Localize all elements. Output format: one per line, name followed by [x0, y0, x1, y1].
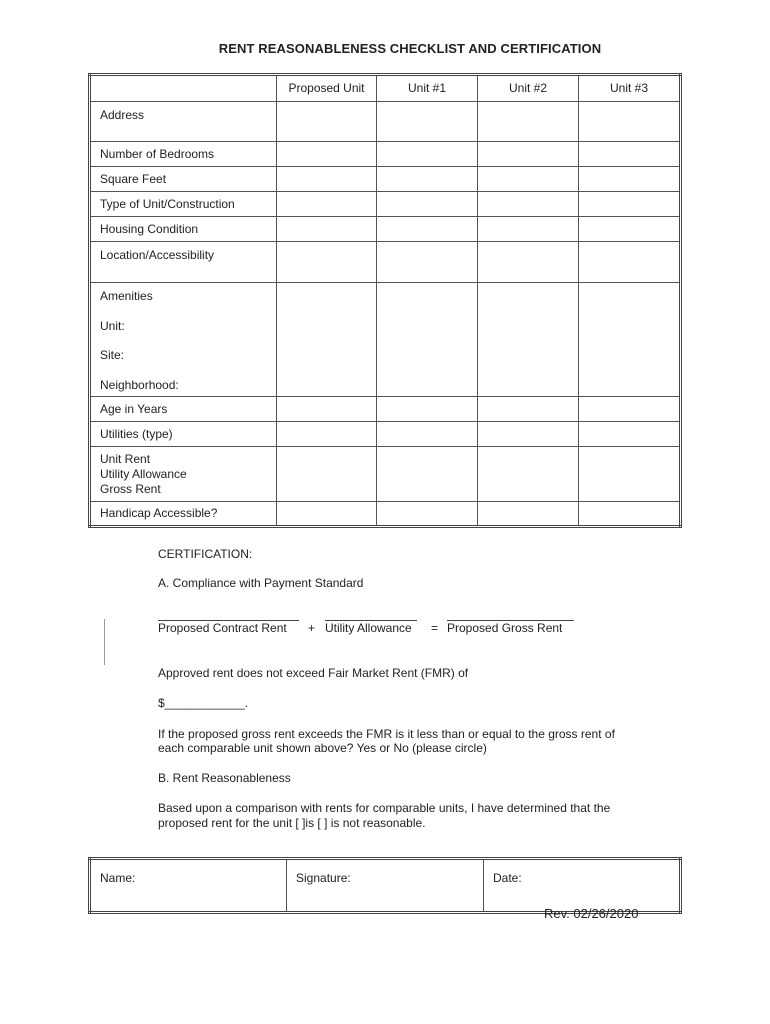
row-label-bedrooms: Number of Bedrooms: [90, 142, 277, 167]
header-unit-1: Unit #1: [377, 75, 478, 102]
row-label-unit-type: Type of Unit/Construction: [90, 192, 277, 217]
header-unit-3: Unit #3: [579, 75, 681, 102]
table-cell[interactable]: [277, 502, 377, 527]
name-field[interactable]: Name:: [90, 859, 287, 913]
row-label-location: Location/Accessibility: [90, 242, 277, 283]
header-unit-2: Unit #2: [478, 75, 579, 102]
row-label-rent-group: [90, 447, 277, 502]
section-a-heading: A. Compliance with Payment Standard: [158, 576, 364, 590]
table-cell[interactable]: [579, 502, 681, 527]
reasonableness-line2: proposed rent for the unit [ ]is [ ] is not reasonable.: [158, 816, 426, 830]
row-label-amenities-unit: Unit:: [100, 319, 125, 333]
table-cell[interactable]: [277, 102, 377, 142]
exceeds-question-line1: If the proposed gross rent exceeds the FMR is it less than or equal to the gross rent of: [158, 727, 615, 741]
table-row: [90, 167, 681, 192]
table-cell[interactable]: [277, 397, 377, 422]
header-blank-cell: [90, 75, 277, 102]
table-row: [90, 192, 681, 217]
formula-equals: =: [431, 621, 439, 635]
row-label-amenities-site: Site:: [100, 348, 125, 362]
table-cell[interactable]: [277, 422, 377, 447]
table-cell[interactable]: [377, 217, 478, 242]
table-row: [90, 502, 681, 527]
table-cell[interactable]: [579, 447, 681, 502]
row-label-amenities-group: [90, 283, 277, 397]
reasonableness-line1: Based upon a comparison with rents for comparable units, I have determined that the: [158, 801, 611, 815]
table-row: [90, 242, 681, 283]
table-row: [90, 447, 681, 502]
table-cell[interactable]: [277, 283, 377, 397]
formula-allowance-label: Utility Allowance: [325, 621, 412, 635]
row-label-age: Age in Years: [90, 397, 277, 422]
table-cell[interactable]: [377, 502, 478, 527]
fmr-statement: Approved rent does not exceed Fair Market Rent (FMR) of: [158, 666, 469, 680]
comparison-table: [88, 73, 682, 528]
margin-bar: [104, 619, 105, 665]
row-label-gross-rent: Gross Rent: [100, 481, 161, 496]
section-b-heading: B. Rent Reasonableness: [158, 771, 291, 785]
row-label-utility-allowance: Utility Allowance: [100, 466, 187, 481]
fmr-amount-field[interactable]: $____________.: [158, 696, 249, 710]
table-cell[interactable]: [377, 102, 478, 142]
table-cell[interactable]: [277, 217, 377, 242]
formula-contract-label: Proposed Contract Rent: [158, 621, 287, 635]
table-cell[interactable]: [478, 242, 579, 283]
table-row: [90, 283, 681, 397]
table-cell[interactable]: [579, 142, 681, 167]
revision-date: Rev. 02/26/2020: [544, 906, 639, 921]
date-field[interactable]: Date:: [484, 859, 681, 913]
table-cell[interactable]: [377, 167, 478, 192]
table-cell[interactable]: [579, 397, 681, 422]
table-cell[interactable]: [579, 167, 681, 192]
row-label-utilities: Utilities (type): [90, 422, 277, 447]
row-label-housing-condition: Housing Condition: [90, 217, 277, 242]
table-cell[interactable]: [277, 167, 377, 192]
table-cell[interactable]: [579, 217, 681, 242]
table-row: [90, 217, 681, 242]
table-cell[interactable]: [478, 283, 579, 397]
contract-rent-blank[interactable]: [158, 606, 299, 621]
table-cell[interactable]: [579, 283, 681, 397]
table-cell[interactable]: [478, 447, 579, 502]
table-cell[interactable]: [579, 242, 681, 283]
row-label-square-feet: Square Feet: [90, 167, 277, 192]
formula-plus: +: [308, 621, 316, 635]
table-cell[interactable]: [478, 217, 579, 242]
table-cell[interactable]: [579, 192, 681, 217]
table-cell[interactable]: [377, 142, 478, 167]
formula-gross-label: Proposed Gross Rent: [447, 621, 563, 635]
table-row: [90, 397, 681, 422]
table-cell[interactable]: [277, 192, 377, 217]
table-cell[interactable]: [277, 447, 377, 502]
table-cell[interactable]: [377, 192, 478, 217]
table-cell[interactable]: [478, 502, 579, 527]
table-cell[interactable]: [277, 242, 377, 283]
table-cell[interactable]: [478, 102, 579, 142]
table-row: [90, 142, 681, 167]
header-proposed-unit: Proposed Unit: [277, 75, 377, 102]
table-cell[interactable]: [579, 422, 681, 447]
signature-field[interactable]: Signature:: [287, 859, 484, 913]
table-cell[interactable]: [478, 422, 579, 447]
table-cell[interactable]: [377, 242, 478, 283]
row-label-amenities-neighborhood: Neighborhood:: [100, 378, 179, 392]
table-cell[interactable]: [478, 192, 579, 217]
table-row: [90, 102, 681, 142]
row-label-handicap: Handicap Accessible?: [90, 502, 277, 527]
table-cell[interactable]: [377, 422, 478, 447]
form-title: RENT REASONABLENESS CHECKLIST AND CERTIFICATION: [218, 41, 602, 56]
table-cell[interactable]: [277, 142, 377, 167]
table-cell[interactable]: [579, 102, 681, 142]
gross-rent-blank[interactable]: [447, 606, 574, 621]
row-label-unit-rent: Unit Rent: [100, 451, 151, 466]
row-label-amenities: Amenities: [100, 289, 153, 303]
row-label-address: Address: [90, 102, 277, 142]
table-row: [90, 422, 681, 447]
table-cell[interactable]: [377, 447, 478, 502]
table-cell[interactable]: [478, 397, 579, 422]
table-cell[interactable]: [478, 142, 579, 167]
utility-allowance-blank[interactable]: [325, 606, 417, 621]
table-cell[interactable]: [478, 167, 579, 192]
table-cell[interactable]: [377, 283, 478, 397]
exceeds-question-line2: each comparable unit shown above? Yes or No (please circle): [158, 741, 487, 755]
certification-heading: CERTIFICATION:: [158, 547, 253, 561]
table-cell[interactable]: [377, 397, 478, 422]
table-header-row: [90, 75, 681, 102]
